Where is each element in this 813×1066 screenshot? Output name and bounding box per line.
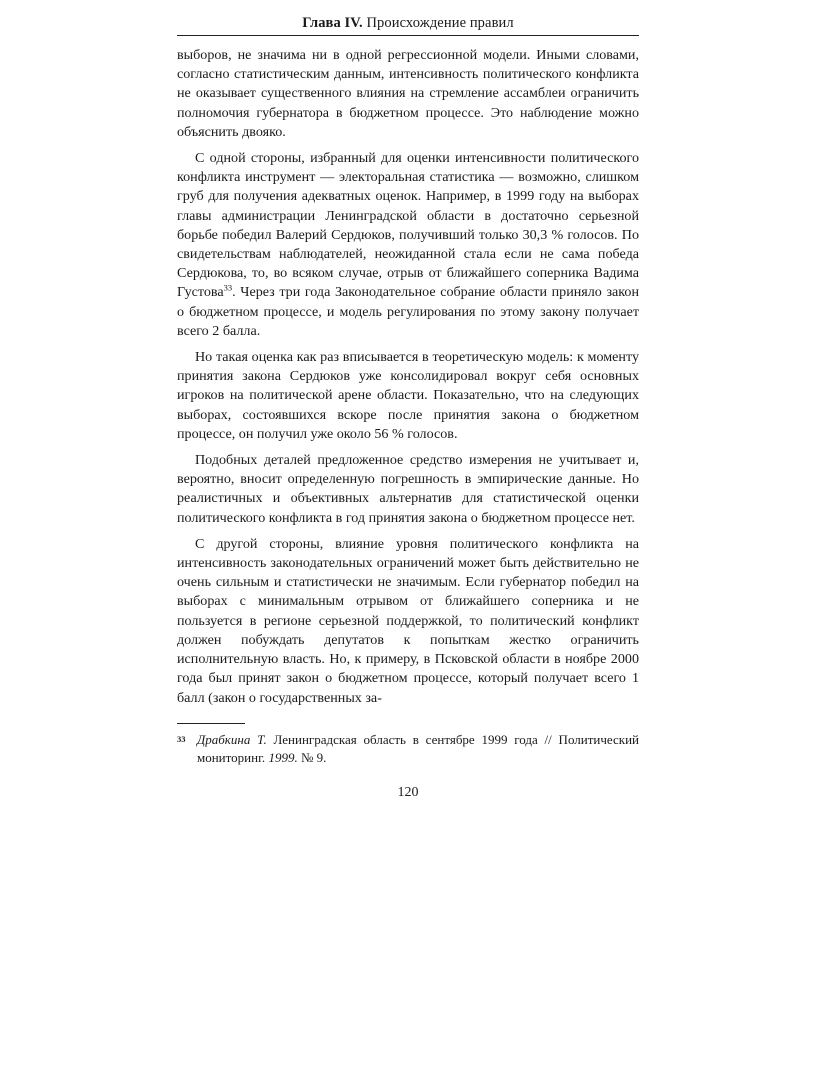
footnote-divider (177, 723, 245, 724)
body-text (177, 46, 639, 708)
paragraph-2-continuation: . Через три года Законодательное собрание области приняло закон о бюджетном процессе, и модель регулирования по этому закону получает всего 2 балла. (177, 284, 639, 339)
footnote (177, 731, 639, 768)
footnote-author: Драбкина Т. (197, 731, 267, 747)
book-page (177, 12, 639, 801)
paragraph-2 (177, 149, 639, 341)
footnote-number: 33 (177, 733, 186, 744)
footnote-year: 1999. (268, 750, 298, 766)
paragraph-3: Но такая оценка как раз вписывается в теоретическую модель: к моменту принятия закона Сердюков уже консолидировал вокруг себя основных игроков на политической арене области. Показательно, что на следующих выборах, состоявшихся вскоре после принятия закона о бюджетном процессе, он получил уже около 56 % голосов. (177, 349, 639, 442)
paragraph-5: С другой стороны, влияние уровня политического конфликта на интенсивность законодательных ограничений может быть действительно не очень сильным и статистически не значимым. Если губернатор победил на выборах с минимальным отрывом от ближайшего соперника и не пользуется в регионе серьезной поддержкой, то политический конфликт должен побуждать депутатов к попыткам жестко ограничить исполнительную власть. Но, к примеру, в Псковской области в ноябре 2000 года был принят закон о бюджетном процессе, который получает всего 1 балл (закон о государственных за- (177, 535, 639, 706)
paragraph-4: Подобных деталей предложенное средство измерения не учитывает и, вероятно, вносит определенную погрешность в эмпирические данные. Но реалистичных и объективных альтернатив для статистической оценки политического конфликта в год принятия закона о бюджетном процессе нет. (177, 452, 639, 526)
paragraph-2-text: С одной стороны, избранный для оценки интенсивности политического конфликта инструмент — электоральная статистика — возможно, слишком груб для получения адекватных оценок. Например, в 1999 году на выборах главы администрации Ленинградской области в достаточно серьезной борьбе победил Валерий Сердюков, получивший только 30,3 % голосов. По свидетельствам наблюдателей, неожиданной стала если не сама победа Сердюкова, то, во всяком случае, отрыв от ближайшего соперника Вадима Густова (177, 150, 639, 301)
footnote-issue: № 9. (297, 750, 327, 766)
footnote-reference[interactable]: 33 (223, 282, 233, 293)
chapter-label: Глава IV. (302, 15, 363, 31)
page-number: 120 (397, 784, 419, 800)
footnote-source: Ленинградская область в сентябре 1999 года // Политический мониторинг. (197, 731, 639, 766)
paragraph-1: выборов, не значима ни в одной регрессионной модели. Иными словами, согласно статистическим данным, интенсивность политического конфликта не оказывает существенного влияния на стремление ассамблеи ограничить полномочия губернатора в бюджетном процессе. Это наблюдение можно объяснить двояко. (177, 47, 639, 140)
running-header (177, 12, 639, 36)
chapter-title: Происхождение правил (366, 15, 514, 31)
